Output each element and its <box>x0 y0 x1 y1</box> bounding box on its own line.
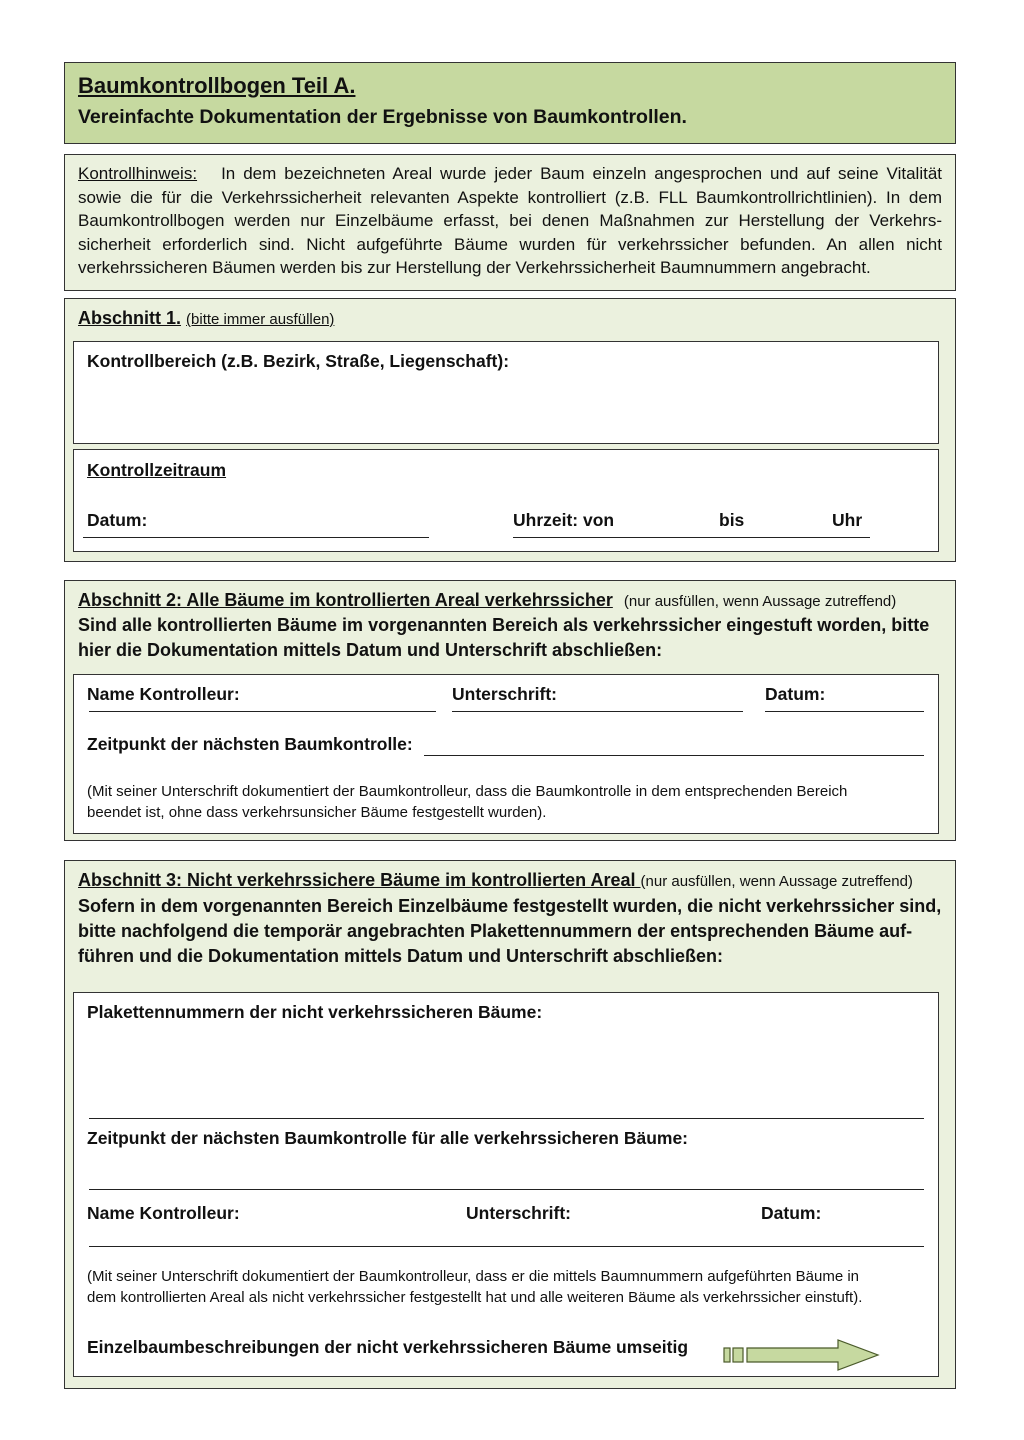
inspector-line[interactable] <box>89 711 436 712</box>
date-label-3: Datum: <box>761 1203 822 1223</box>
area-field[interactable] <box>73 341 939 444</box>
section-2 <box>64 580 956 841</box>
next-check-line[interactable] <box>424 755 924 756</box>
section-2-instruction-1: Sind alle kontrollierten Bäume im vorgenannten Bereich als verkehrssicher eingestuft worden, bitte <box>78 615 930 635</box>
time-line[interactable] <box>513 537 870 538</box>
section-2-note: (nur ausfüllen, wenn Aussage zutreffend) <box>623 593 897 610</box>
signature-label: Unterschrift: <box>452 684 558 704</box>
right-arrow-icon <box>722 1338 882 1374</box>
hint-paragraph <box>78 162 942 280</box>
page-title: Baumkontrollbogen Teil A. <box>78 73 356 98</box>
section-3 <box>64 860 956 1389</box>
section-3-instruction-2: bitte nachfolgend die temporär angebrachten Plakettennummern der entsprechenden Bäume auf- <box>78 921 913 941</box>
section-1 <box>64 298 956 562</box>
section-3-instruction-1: Sofern in dem vorgenannten Bereich Einzelbäume festgestellt wurden, die nicht verkehrssicher sind, <box>78 896 942 916</box>
section-2-instruction-2: hier die Dokumentation mittels Datum und Unterschrift abschließen: <box>78 640 663 660</box>
time-to-label: bis <box>719 510 745 530</box>
time-clock-label: Uhr <box>832 510 863 530</box>
section-2-title: Abschnitt 2: Alle Bäume im kontrollierten Areal verkehrssicher <box>78 590 613 610</box>
period-title: Kontrollzeitraum <box>87 460 227 480</box>
next-check-label: Zeitpunkt der nächsten Baumkontrolle: <box>87 734 413 754</box>
date-line[interactable] <box>83 537 429 538</box>
hint-line-2: sowie die für die Verkehrssicherheit relevanten Aspekte kontrolliert (z.B. FLL Baumkontrollrichtlinien). In dem <box>78 187 942 207</box>
section-3-heading <box>78 870 913 891</box>
section-3-disclaimer-1: (Mit seiner Unterschrift dokumentiert der Baumkontrolleur, dass er die mittels Baumnummern aufgeführten Bäume in <box>87 1268 860 1285</box>
date-label: Datum: <box>87 510 148 530</box>
area-label: Kontrollbereich (z.B. Bezirk, Straße, Liegenschaft): <box>87 351 510 371</box>
header-box <box>64 62 956 144</box>
section-3-footer-text: Einzelbaumbeschreibungen der nicht verkehrssicheren Bäume umseitig <box>87 1337 689 1357</box>
page-subtitle: Vereinfachte Dokumentation der Ergebnisse von Baumkontrollen. <box>78 106 687 128</box>
hint-line-5: verkehrssicheren Bäumen werden bis zur Herstellung der Verkehrssicherheit Baumnummern angebracht. <box>78 258 871 277</box>
next-check-line-3[interactable] <box>89 1189 924 1190</box>
hint-label: Kontrollhinweis: <box>78 164 198 183</box>
section-3-form <box>73 992 939 1377</box>
period-box <box>73 449 939 552</box>
section-1-note: (bitte immer ausfüllen) <box>186 311 335 328</box>
section-2-disclaimer-2: beendet ist, ohne dass verkehrsunsicher Bäume festgestellt wurden). <box>87 804 547 821</box>
date-label-2: Datum: <box>765 684 826 704</box>
signature-label-3: Unterschrift: <box>466 1203 572 1223</box>
signature-line-3[interactable] <box>89 1246 924 1247</box>
hint-line-3: Baumkontrollbogen werden nur Einzelbäume erfasst, bei denen Maßnahmen zur Herstellung der Verkehrs- <box>78 211 942 230</box>
section-3-note: (nur ausfüllen, wenn Aussage zutreffend) <box>640 873 913 890</box>
hint-line-4: sicherheit erforderlich sind. Nicht aufgeführte Bäume wurden für verkehrssicher befunden. An allen nicht <box>78 234 942 254</box>
section-2-heading <box>78 590 896 611</box>
section-1-heading <box>78 308 334 329</box>
date-line-2[interactable] <box>765 711 924 712</box>
hint-line-1: In dem bezeichneten Areal wurde jeder Baum einzeln angesprochen und auf seine Vitalität <box>221 164 942 183</box>
time-from-label: Uhrzeit: von <box>513 510 615 530</box>
inspector-label: Name Kontrolleur: <box>87 684 240 704</box>
plaque-label: Plakettennummern der nicht verkehrssicheren Bäume: <box>87 1002 543 1022</box>
section-3-instruction-3: führen und die Dokumentation mittels Datum und Unterschrift abschließen: <box>78 946 724 966</box>
signature-line[interactable] <box>452 711 743 712</box>
section-3-disclaimer-2: dem kontrollierten Areal als nicht verkehrssicher festgestellt hat und alle weiteren Bäume als verkehrssicher einstuft). <box>87 1289 863 1306</box>
plaque-line[interactable] <box>89 1118 924 1119</box>
next-check-label-3: Zeitpunkt der nächsten Baumkontrolle für alle verkehrssicheren Bäume: <box>87 1128 689 1148</box>
section-1-title: Abschnitt 1. <box>78 308 182 328</box>
section-2-form <box>73 674 939 834</box>
hint-box <box>64 154 956 291</box>
section-3-title: Abschnitt 3: Nicht verkehrssichere Bäume im kontrollierten Areal <box>78 870 641 890</box>
inspector-label-3: Name Kontrolleur: <box>87 1203 240 1223</box>
section-2-disclaimer-1: (Mit seiner Unterschrift dokumentiert der Baumkontrolleur, dass die Baumkontrolle in dem entsprechenden Bereich <box>87 783 848 800</box>
